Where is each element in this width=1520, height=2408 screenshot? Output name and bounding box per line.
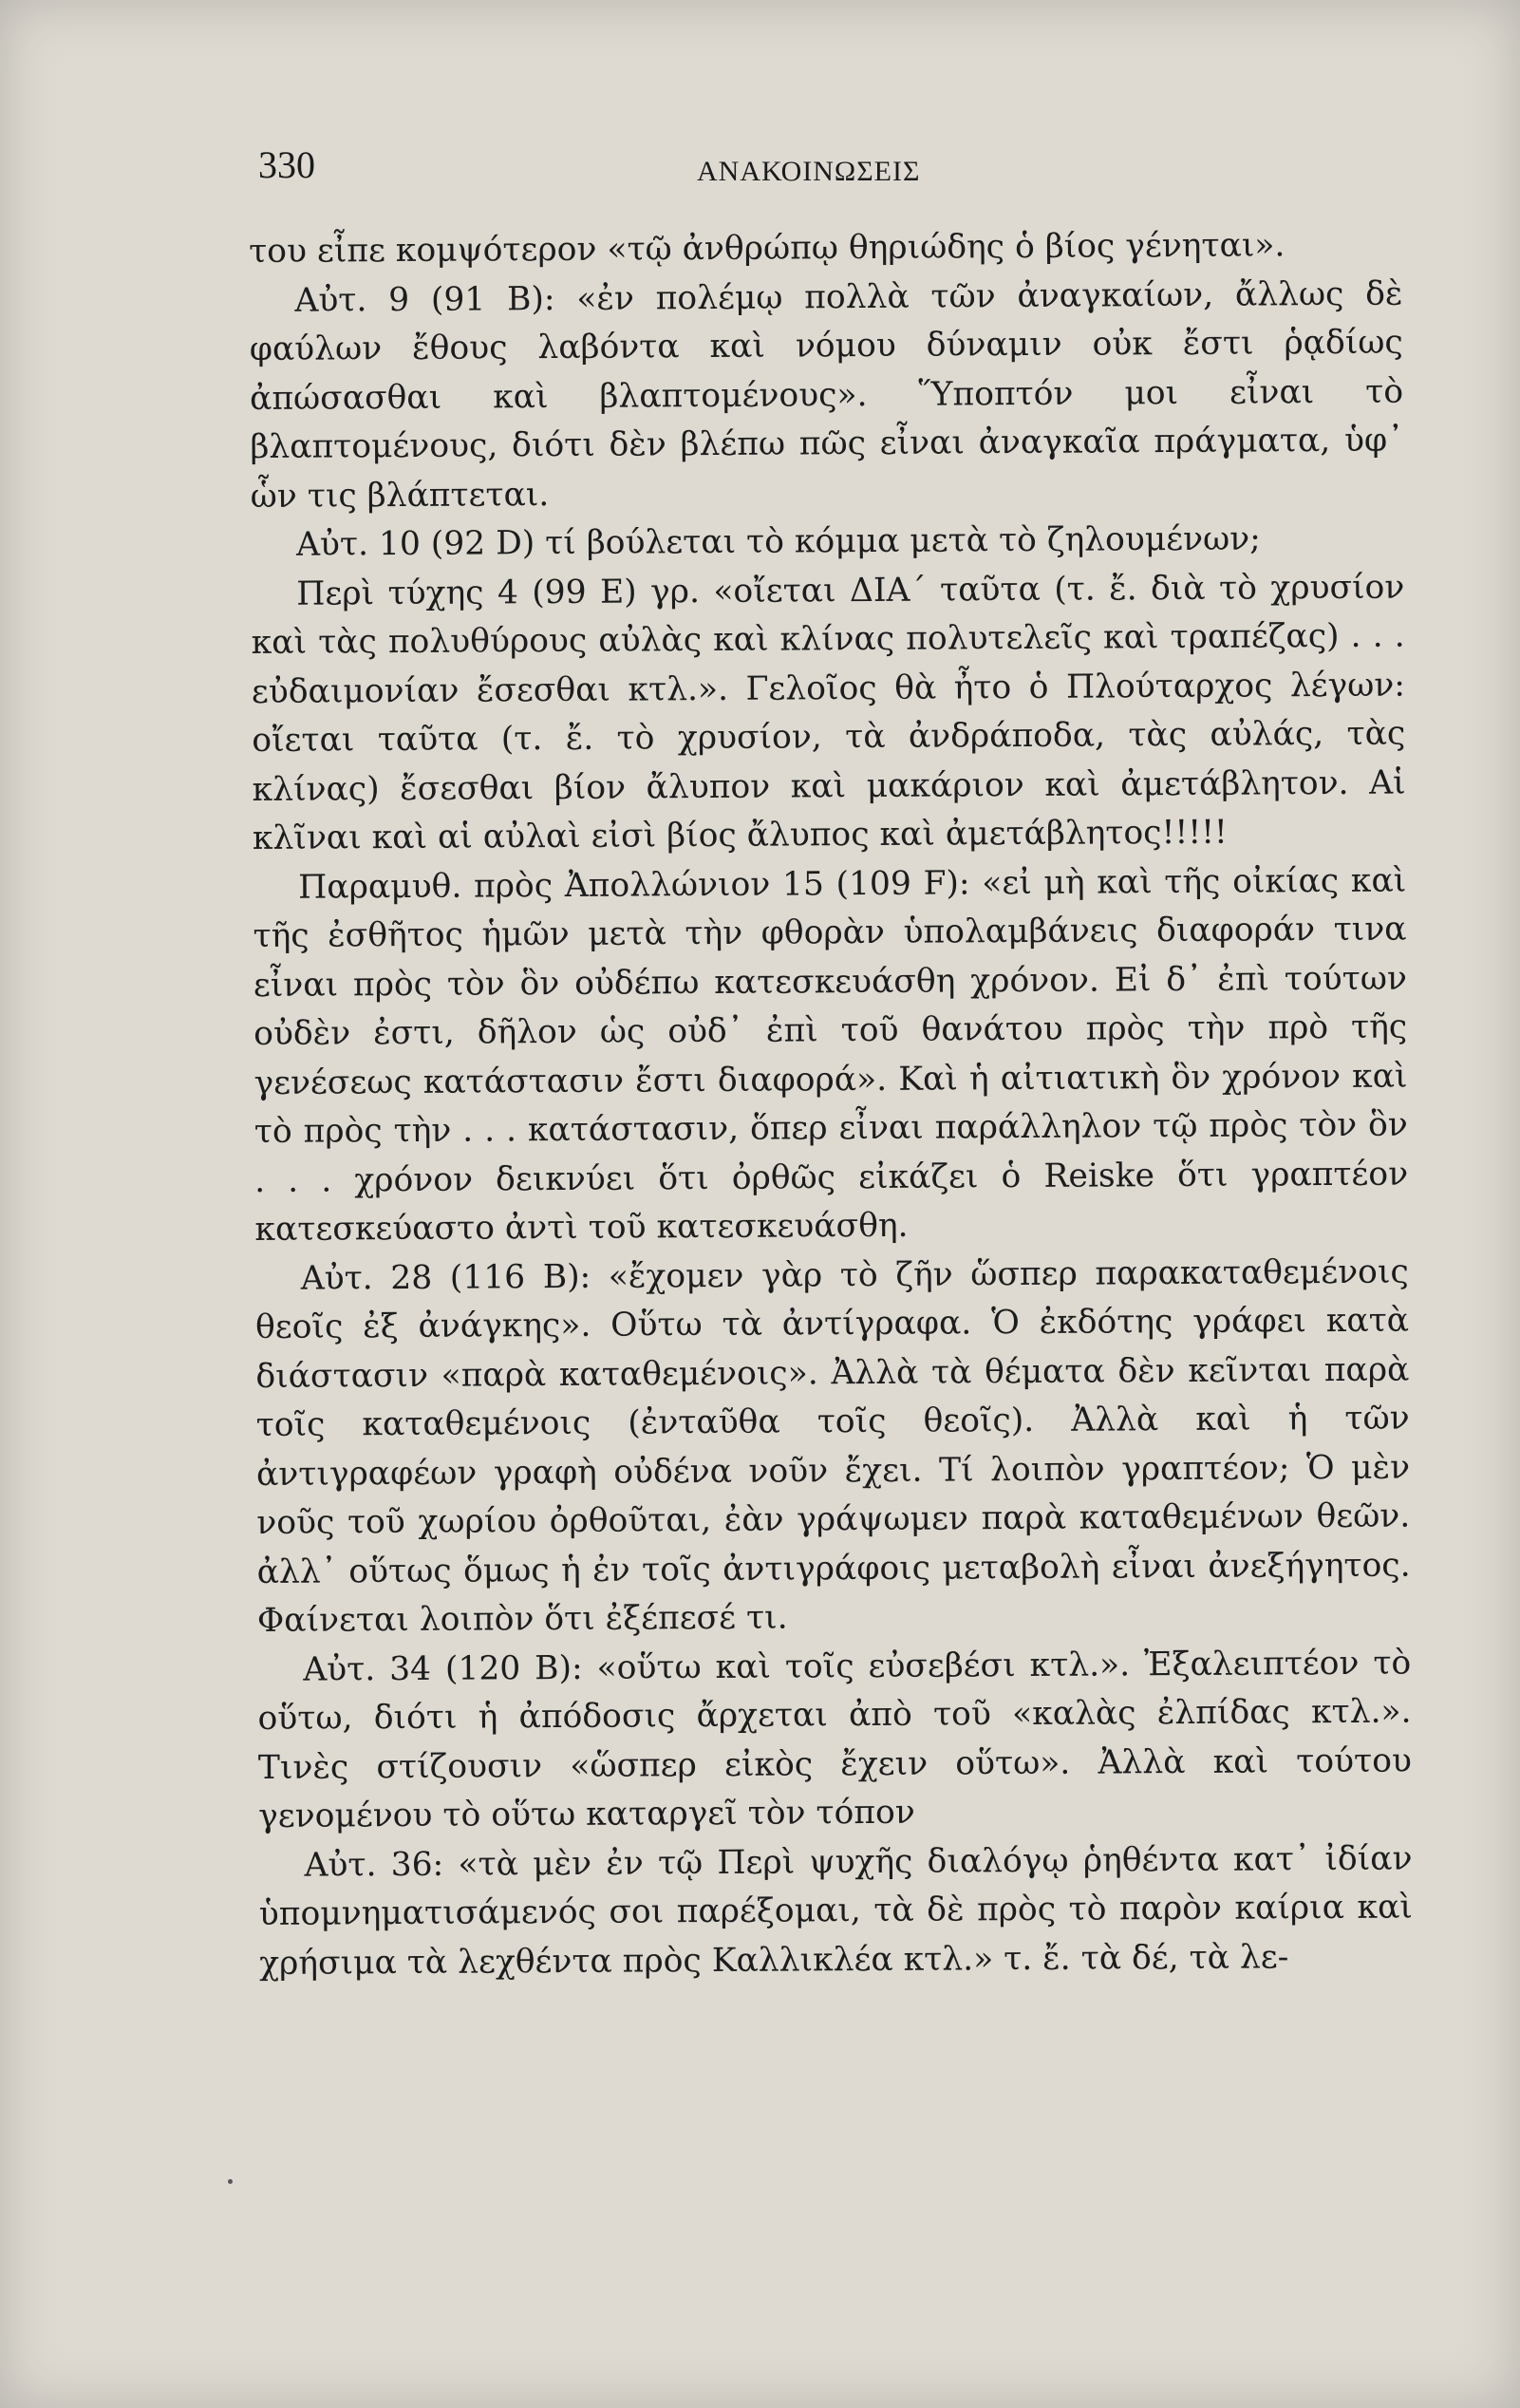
paragraph: Παραμυθ. πρὸς Ἀπολλώνιον 15 (109 F): «εἰ μὴ καὶ τῆς οἰκίας καὶ τῆς ἐσθῆτος ἡμῶν μετὰ τὴν φθορὰν ὑπολαμβάνεις διαφοράν τινα εἶναι πρὸς τὸν ὃν οὐδέπω κατεσκευάσθη χρόνον. Εἰ δ᾽ ἐπὶ τούτων οὐδὲν ἐστι, δῆλον ὡς οὐδ᾽ ἐπὶ τοῦ θανάτου πρὸς τὴν πρὸ τῆς γενέσεως κατάστασιν ἔστι διαφορά». Καὶ ἡ αἰτιατικὴ ὃν χρόνον καὶ τὸ πρὸς τὴν . . . κατάστασιν, ὅπερ εἶναι παράλληλον τῷ πρὸς τὸν ὃν . . . χρόνον δεικνύει ὅτι ὀρθῶς εἰκάζει ὁ Reiske ὅτι γραπτέον κατεσκεύαστο ἀντὶ τοῦ κατεσκευάσθη. [253, 861, 1409, 1249]
paragraph: Αὐτ. 36: «τὰ μὲν ἐν τῷ Περὶ ψυχῆς διαλόγῳ ῥηθέντα κατ᾽ ἰδίαν ὑπομνηματισάμενός σοι παρέξομαι, τὰ δὲ πρὸς τὸ παρὸν καίρια καὶ χρήσιμα τὰ λεχθέντα πρὸς Καλλικλέα κτλ.» τ. ἔ. τὰ δέ, τὰ λε- [258, 1839, 1413, 1983]
paragraph: Αὐτ. 10 (92 D) τί βούλεται τὸ κόμμα μετὰ τὸ ζηλουμένων; [295, 519, 1261, 564]
paragraph: Αὐτ. 28 (116 B): «ἔχομεν γὰρ τὸ ζῆν ὥσπερ παρακαταθεμένοις θεοῖς ἐξ ἀνάγκης». Οὕτω τὰ ἀντίγραφα. Ὁ ἐκδότης γράφει κατὰ διάστασιν «παρὰ καταθεμένοις». Ἀλλὰ τὰ θέματα δὲν κεῖνται παρὰ τοῖς καταθεμένοις (ἐνταῦθα τοῖς θεοῖς). Ἀλλὰ καὶ ἡ τῶν ἀντιγραφέων γραφὴ οὐδένα νοῦν ἔχει. Τί λοιπὸν γραπτέον; Ὁ μὲν νοῦς τοῦ χωρίου ὀρθοῦται, ἐὰν γράψωμεν παρὰ καταθεμένων θεῶν. ἀλλ᾽ οὕτως ὅμως ἡ ἐν τοῖς ἀντιγράφοις μεταβολὴ εἶναι ἀνεξήγητος. Φαίνεται λοιπὸν ὅτι ἐξέπεσέ τι. [254, 1252, 1411, 1640]
paragraph: Περὶ τύχης 4 (99 E) γρ. «οἴεται ΔΙΑ΄ ταῦτα (τ. ἔ. διὰ τὸ χρυσίον καὶ τὰς πολυθύρους αὐλὰς καὶ κλίνας πολυτελεῖς καὶ τραπέζας) . . . εὐδαιμονίαν ἔσεσθαι κτλ.». Γελοῖος θὰ ἦτο ὁ Πλούταρχος λέγων: οἴεται ταῦτα (τ. ἔ. τὸ χρυσίον, τὰ ἀνδράποδα, τὰς αὐλάς, τὰς κλίνας) ἔσεσθαι βίον ἄλυπον καὶ μακάριον καὶ ἀμετάβλητον. Αἱ κλῖναι καὶ αἱ αὐλαὶ εἰσὶ βίος ἄλυπος καὶ ἀμετάβλητος!!!!! [251, 568, 1406, 857]
paragraph: του εἶπε κομψότερον «τῷ ἀνθρώπῳ θηριώδης ὁ βίος γένηται». [249, 226, 1285, 271]
paragraph: Αὐτ. 9 (91 B): «ἐν πολέμῳ πολλὰ τῶν ἀναγκαίων, ἄλλως δὲ φαύλων ἔθους λαβόντα καὶ νόμου δύναμιν οὐκ ἔστι ῥᾳδίως ἀπώσασθαι καὶ βλαπτομένους». Ὕποπτόν μοι εἶναι τὸ βλαπτομένους, διότι δὲν βλέπω πῶς εἶναι ἀναγκαῖα πράγματα, ὑφ᾽ ὧν τις βλάπτεται. [249, 274, 1404, 516]
page-header [258, 142, 1379, 199]
page-number: 330 [258, 143, 315, 186]
ink-speck [228, 2179, 233, 2184]
paragraph: Αὐτ. 34 (120 B): «οὕτω καὶ τοῖς εὐσεβέσι κτλ.». Ἐξαλειπτέον τὸ οὕτω, διότι ἡ ἀπόδοσις ἄρχεται ἀπὸ τοῦ «καλὰς ἐλπίδας κτλ.». Τινὲς στίζουσιν «ὥσπερ εἰκὸς ἔχειν οὕτω». Ἀλλὰ καὶ τούτου γενομένου τὸ οὕτω καταργεῖ τὸν τόπον [257, 1644, 1413, 1835]
running-head: ΑΝΑΚΟΙΝΩΣΕΙΣ [697, 156, 921, 187]
body-text [249, 221, 1413, 1988]
